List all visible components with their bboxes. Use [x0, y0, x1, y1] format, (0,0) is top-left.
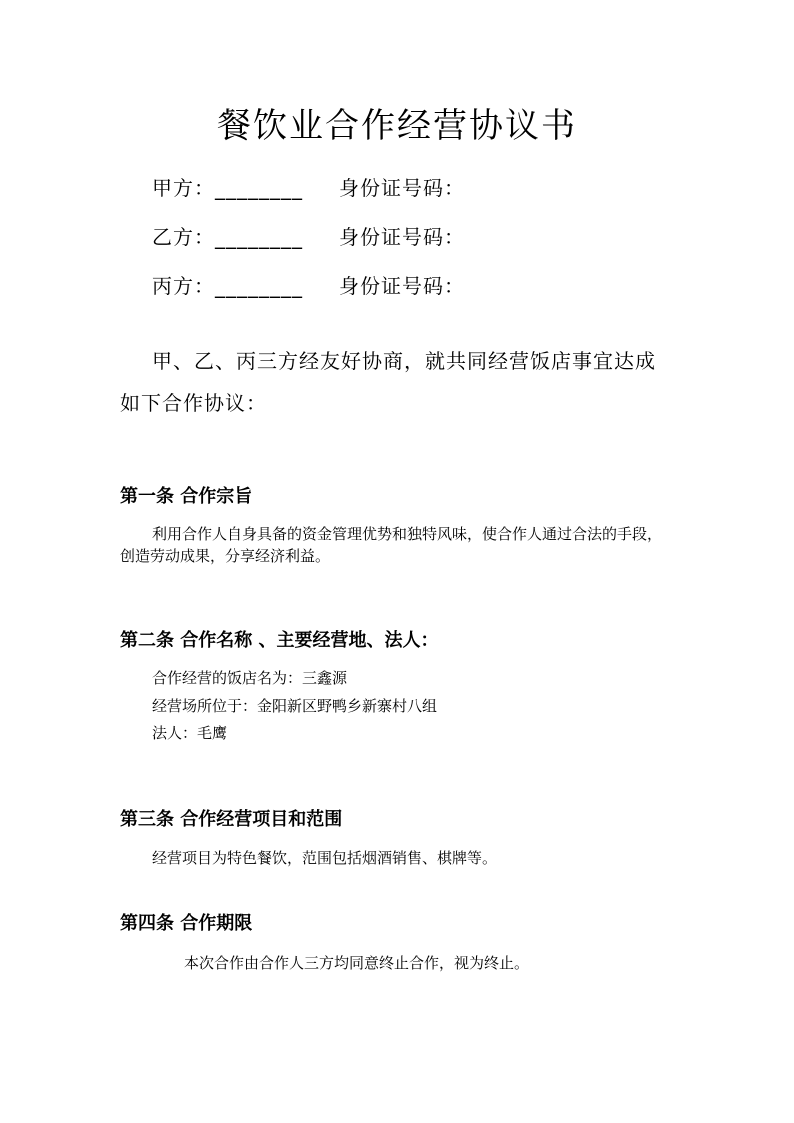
- party-b-label: 乙方：: [152, 225, 215, 249]
- intro-line-1: 甲、乙、丙三方经友好协商，就共同经营饭店事宜达成: [152, 349, 656, 373]
- party-c-blank: ________: [215, 274, 303, 298]
- party-a-id-label: 身份证号码：: [339, 176, 465, 200]
- party-c-id-label: 身份证号码：: [339, 274, 465, 298]
- article-2-line-2: 经营场所位于：金阳新区野鸭乡新寨村八组: [152, 697, 438, 715]
- party-a-blank: ________: [215, 176, 303, 200]
- article-2-line-1: 合作经营的饭店名为：三鑫源: [152, 669, 348, 687]
- article-4-line-1: 本次合作由合作人三方均同意终止合作，视为终止。: [184, 954, 530, 972]
- party-b-id-label: 身份证号码：: [339, 225, 465, 249]
- intro-line-2: 如下合作协议：: [120, 391, 267, 415]
- article-4-heading: 第四条 合作期限: [120, 913, 253, 934]
- article-3-heading: 第三条 合作经营项目和范围: [120, 809, 343, 830]
- article-2-heading: 第二条 合作名称 、主要经营地、法人：: [120, 630, 439, 651]
- article-1-line-2: 创造劳动成果，分享经济利益。: [120, 547, 331, 565]
- party-b-row: [152, 223, 465, 251]
- party-a-label: 甲方：: [152, 176, 215, 200]
- article-1-heading: 第一条 合作宗旨: [120, 486, 253, 507]
- document-title: 餐饮业合作经营协议书: [217, 106, 577, 146]
- article-3-line-1: 经营项目为特色餐饮，范围包括烟酒销售、棋牌等。: [152, 849, 498, 867]
- article-2-line-3: 法人：毛鹰: [152, 724, 228, 742]
- party-c-row: [152, 272, 465, 300]
- party-b-blank: ________: [215, 225, 303, 249]
- party-a-row: [152, 174, 465, 202]
- article-1-line-1: 利用合作人自身具备的资金管理优势和独特风味，使合作人通过合法的手段，: [152, 525, 663, 543]
- party-c-label: 丙方：: [152, 274, 215, 298]
